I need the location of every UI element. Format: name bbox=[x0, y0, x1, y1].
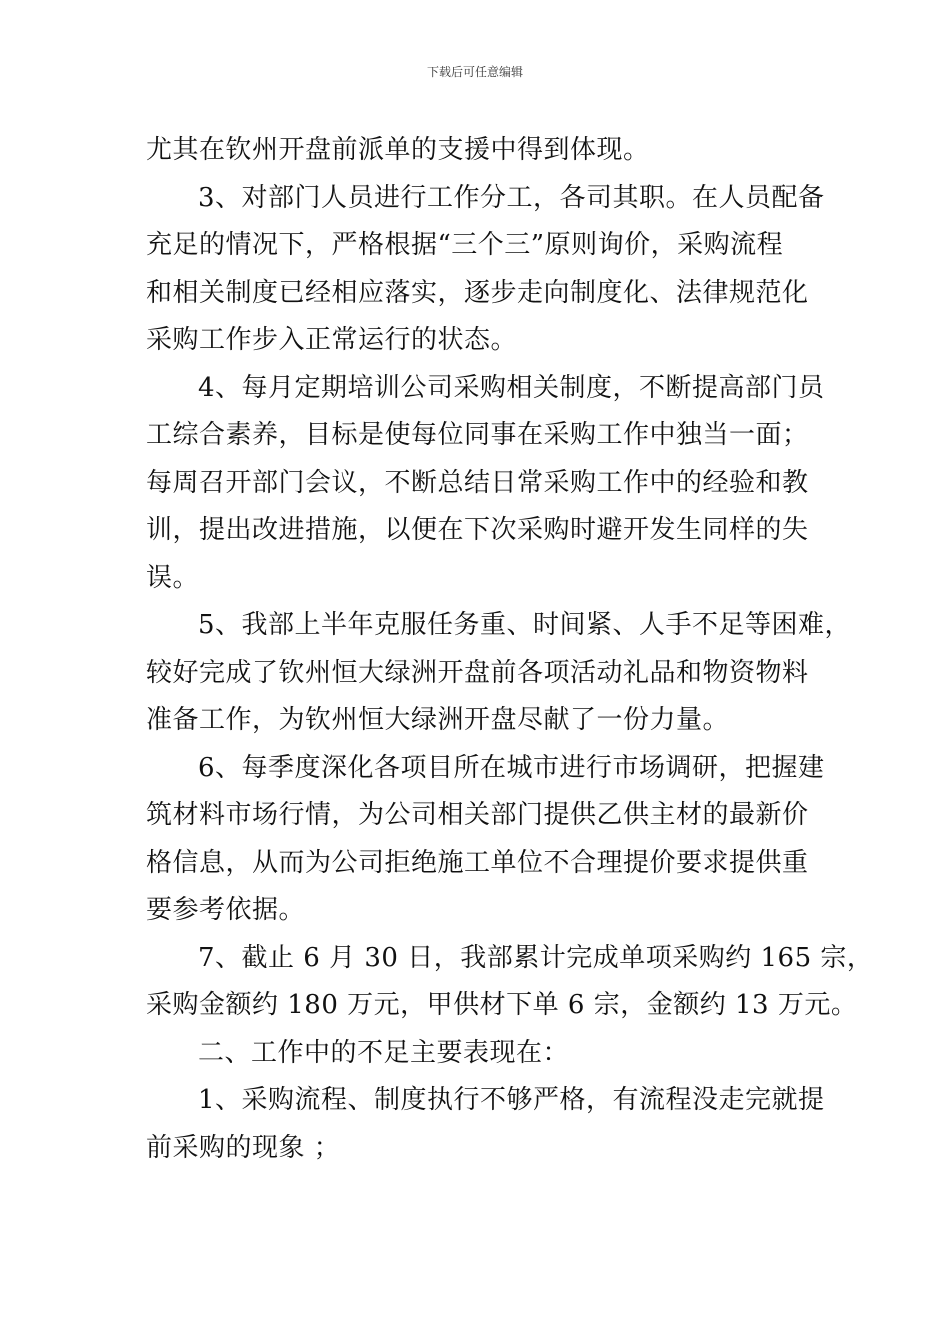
text-line: 采购金额约 180 万元，甲供材下单 6 宗，金额约 13 万元。 bbox=[146, 990, 858, 1020]
text-line: 1、采购流程、制度执行不够严格，有流程没走完就提 bbox=[198, 1085, 825, 1115]
text-line: 每周召开部门会议，不断总结日常采购工作中的经验和教 bbox=[146, 467, 809, 498]
text-line: 5、我部上半年克服任务重、时间紧、人手不足等困难， bbox=[198, 610, 852, 640]
text-line: 要参考依据。 bbox=[146, 895, 306, 925]
text-line: 6、每季度深化各项目所在城市进行市场调研，把握建 bbox=[198, 752, 825, 783]
text-line: 3、对部门人员进行工作分工，各司其职。在人员配备 bbox=[198, 182, 825, 213]
page-header: 下载后可任意编辑 bbox=[426, 65, 523, 79]
text-line: 尤其在钦州开盘前派单的支援中得到体现。 bbox=[146, 135, 650, 165]
text-line: 格信息，从而为公司拒绝施工单位不合理提价要求提供重 bbox=[146, 847, 809, 878]
text-line: 充足的情况下，严格根据“三个三”原则询价，采购流程 bbox=[146, 230, 784, 260]
text-line: 误。 bbox=[146, 562, 200, 593]
text-line: 筑材料市场行情，为公司相关部门提供乙供主材的最新价 bbox=[146, 800, 809, 830]
text-line: 4、每月定期培训公司采购相关制度，不断提高部门员 bbox=[198, 372, 825, 403]
text-line: 前采购的现象 ； bbox=[146, 1132, 341, 1163]
text-line: 较好完成了钦州恒大绿洲开盘前各项活动礼品和物资物料 bbox=[146, 657, 809, 688]
text-line: 7、截止 6 月 30 日，我部累计完成单项采购约 165 宗， bbox=[198, 942, 874, 973]
text-line: 准备工作，为钦州恒大绿洲开盘尽献了一份力量。 bbox=[146, 705, 730, 735]
text-line: 和相关制度已经相应落实，逐步走向制度化、法律规范化 bbox=[146, 277, 809, 308]
text-line: 采购工作步入正常运行的状态。 bbox=[146, 325, 518, 355]
text-line: 训，提出改进措施，以便在下次采购时避开发生同样的失 bbox=[146, 515, 809, 545]
text-line: 二、工作中的不足主要表现在： bbox=[198, 1037, 570, 1068]
text-line: 工综合素养，目标是使每位同事在采购工作中独当一面； bbox=[146, 420, 809, 450]
document-body bbox=[146, 127, 874, 1172]
